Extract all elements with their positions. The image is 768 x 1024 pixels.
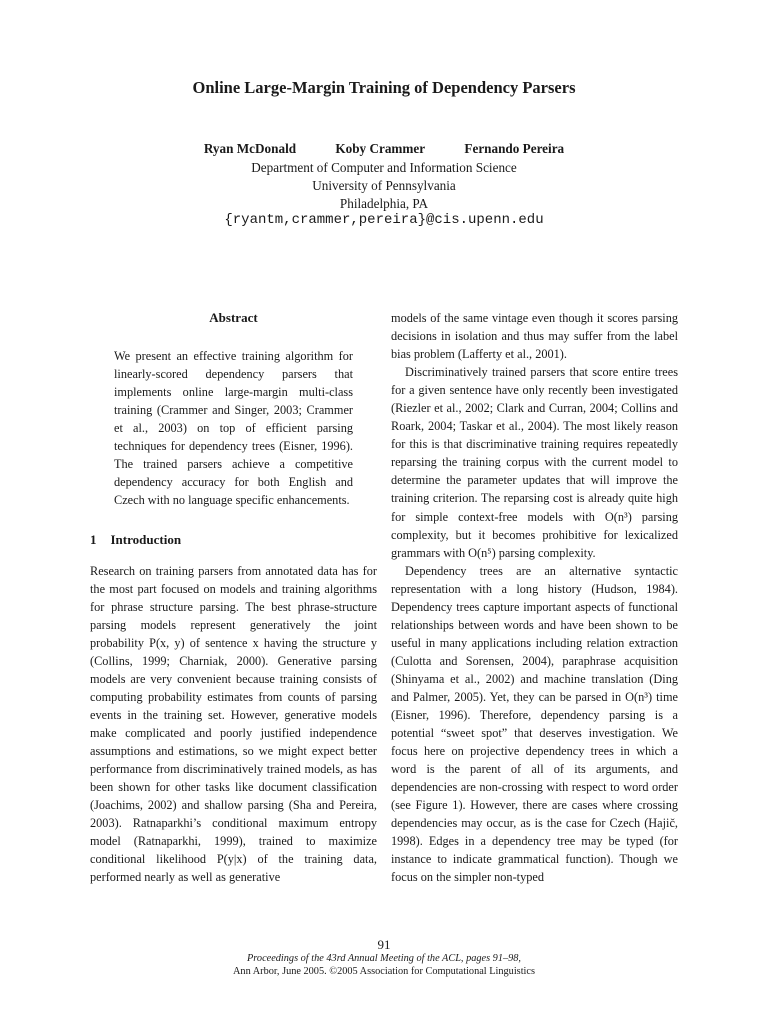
section-title: Introduction — [110, 532, 182, 548]
author-name: Koby Crammer — [335, 141, 426, 156]
right-column — [391, 309, 678, 887]
section-heading — [90, 531, 377, 549]
copyright-footer: Ann Arbor, June 2005. ©2005 Association for Computational Linguistics — [233, 966, 535, 977]
author-name: Ryan McDonald — [203, 141, 297, 156]
abstract-text: We present an effective training algorithm for linearly-scored dependency parsers that implements online large-margin multi-class training (Crammer and Singer, 2003; Crammer et al., 2003) on top of efficient parsing techniques for dependency trees (Eisner, 1996). The trained parsers achieve a competitive dependency accuracy for both English and Czech with no language specific enhancements. — [114, 349, 353, 508]
paper-title: Online Large-Margin Training of Dependency Parsers — [192, 78, 576, 97]
body-paragraph: models of the same vintage even though it scores parsing decisions in isolation and thus may suffer from the label bias problem (Lafferty et al., 2001). — [391, 311, 678, 362]
left-column — [90, 309, 377, 886]
page-number: 91 — [377, 937, 391, 952]
section-number: 1 — [90, 532, 97, 548]
author-email: {ryantm,crammer,pereira}@cis.upenn.edu — [224, 212, 544, 228]
affiliation-city: Philadelphia, PA — [339, 196, 429, 211]
intro-paragraph: Research on training parsers from annotated data has for the most part focused on models and training algorithms for phrase structure parsing. The best phrase-structure parsing models represent generatively the joint probability P(x, y) of sentence x having the structure y (Collins, 1999; Charniak, 2000). Generative parsing models are very convenient because training consists of computing probability estimates from counts of parsing events in the training set. However, generative models make complicated and poorly justified independence assumptions and estimations, so we might expect better performance from discriminatively trained models, as has been shown for other tasks like document classification (Joachims, 2002) and shallow parsing (Sha and Pereira, 2003). Ratnaparkhi’s conditional maximum entropy model (Ratnaparkhi, 1999), trained to maximize conditional likelihood P(y|x) of the training data, performed nearly as well as generative — [90, 563, 377, 885]
affiliation-dept: Department of Computer and Information Science — [251, 160, 517, 175]
abstract-heading: Abstract — [209, 310, 258, 325]
author-list — [0, 141, 768, 157]
author-name: Fernando Pereira — [464, 141, 565, 156]
body-paragraph: Dependency trees are an alternative syntactic representation with a long history (Hudson, 1984). Dependency trees capture important aspects of functional relationships between words and have been shown to be useful in many applications including relation extraction (Culotta and Sorensen, 2004), paraphrase acquisition (Shinyama et al., 2002) and machine translation (Ding and Palmer, 2005). Yet, they can be parsed in O(n³) time (Eisner, 1996). Therefore, dependency parsing is a potential “sweet spot” that deserves investigation. We focus here on projective dependency trees in which a word is the parent of all of its arguments, and dependencies are non-crossing with respect to word order (see Figure 1). However, there are cases where crossing dependencies may occur, as is the case for Czech (Hajič, 1998). Edges in a dependency tree may be typed (for instance to indicate grammatical function). Though we focus on the simpler non-typed — [391, 563, 678, 885]
proceedings-footer: Proceedings of the 43rd Annual Meeting of the ACL, pages 91–98, — [247, 953, 521, 964]
body-paragraph: Discriminatively trained parsers that score entire trees for a given sentence have only recently been investigated (Riezler et al., 2002; Clark and Curran, 2004; Collins and Roark, 2004; Taskar et al., 2004). The most likely reason for this is that discriminative training requires repeatedly reparsing the training corpus with the current model to determine the parameter updates that will improve the training criterion. The reparsing cost is already quite high for simple context-free models with O(n³) parsing complexity, but it becomes prohibitive for lexicalized grammars with O(n⁵) parsing complexity. — [391, 365, 678, 560]
affiliation-university: University of Pennsylvania — [312, 178, 456, 193]
